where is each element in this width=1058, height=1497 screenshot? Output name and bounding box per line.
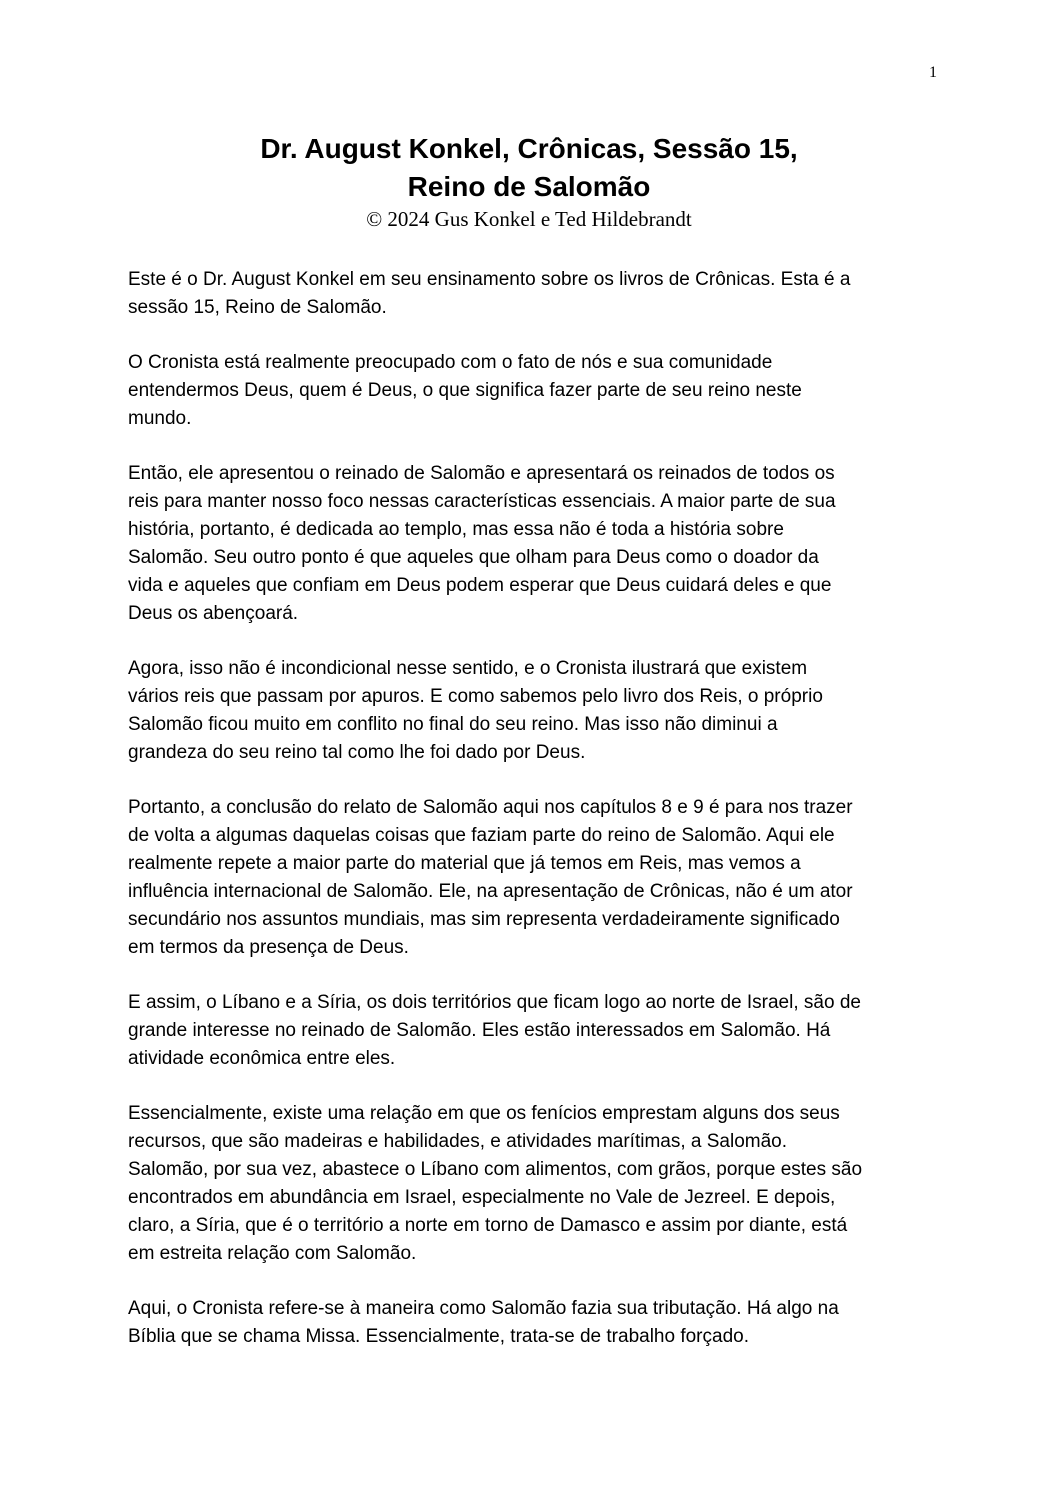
document-body: [128, 266, 936, 1378]
paragraph-line: E assim, o Líbano e a Síria, os dois territórios que ficam logo ao norte de Israel, são de: [128, 992, 861, 1013]
paragraph-line: história, portanto, é dedicada ao templo, mas essa não é toda a história sobre: [128, 519, 784, 540]
paragraph: [128, 266, 936, 322]
paragraph-line: de volta a algumas daquelas coisas que faziam parte do reino de Salomão. Aqui ele: [128, 825, 835, 846]
paragraph-line: O Cronista está realmente preocupado com o fato de nós e sua comunidade: [128, 352, 773, 373]
paragraph-line: claro, a Síria, que é o território a norte em torno de Damasco e assim por diante, está: [128, 1215, 848, 1236]
paragraph-line: Bíblia que se chama Missa. Essencialmente, trata-se de trabalho forçado.: [128, 1326, 749, 1347]
paragraph-line: Salomão, por sua vez, abastece o Líbano com alimentos, com grãos, porque estes são: [128, 1159, 863, 1180]
document-header: [0, 130, 1058, 232]
paragraph-line: Agora, isso não é incondicional nesse sentido, e o Cronista ilustrará que existem: [128, 658, 808, 679]
paragraph-line: grandeza do seu reino tal como lhe foi dado por Deus.: [128, 742, 586, 763]
paragraph-line: reis para manter nosso foco nessas características essenciais. A maior parte de sua: [128, 491, 836, 512]
paragraph-line: entendermos Deus, quem é Deus, o que significa fazer parte de seu reino neste: [128, 380, 802, 401]
paragraph-line: Este é o Dr. August Konkel em seu ensinamento sobre os livros de Crônicas. Esta é a: [128, 269, 851, 290]
paragraph-line: Deus os abençoará.: [128, 603, 299, 624]
paragraph-line: vida e aqueles que confiam em Deus podem esperar que Deus cuidará deles e que: [128, 575, 832, 596]
paragraph-line: atividade econômica entre eles.: [128, 1048, 396, 1069]
paragraph-line: mundo.: [128, 408, 192, 429]
paragraph: [128, 460, 936, 628]
paragraph-line: Aqui, o Cronista refere-se à maneira como Salomão fazia sua tributação. Há algo na: [128, 1298, 839, 1319]
paragraph: [128, 1100, 936, 1268]
paragraph-line: vários reis que passam por apuros. E como sabemos pelo livro dos Reis, o próprio: [128, 686, 823, 707]
paragraph-line: Então, ele apresentou o reinado de Salomão e apresentará os reinados de todos os: [128, 463, 835, 484]
paragraph: [128, 794, 936, 962]
paragraph-line: Salomão. Seu outro ponto é que aqueles que olham para Deus como o doador da: [128, 547, 819, 568]
paragraph-line: realmente repete a maior parte do material que já temos em Reis, mas vemos a: [128, 853, 801, 874]
paragraph: [128, 349, 936, 433]
paragraph-line: recursos, que são madeiras e habilidades, e atividades marítimas, a Salomão.: [128, 1131, 788, 1152]
paragraph-line: Salomão ficou muito em conflito no final do seu reino. Mas isso não diminui a: [128, 714, 778, 735]
paragraph: [128, 989, 936, 1073]
paragraph-line: em termos da presença de Deus.: [128, 937, 409, 958]
paragraph-line: secundário nos assuntos mundiais, mas sim representa verdadeiramente significado: [128, 909, 840, 930]
paragraph-line: influência internacional de Salomão. Ele, na apresentação de Crônicas, não é um ator: [128, 881, 853, 902]
paragraph-line: Essencialmente, existe uma relação em que os fenícios emprestam alguns dos seus: [128, 1103, 840, 1124]
paragraph-line: sessão 15, Reino de Salomão.: [128, 297, 387, 318]
paragraph-line: encontrados em abundância em Israel, especialmente no Vale de Jezreel. E depois,: [128, 1187, 836, 1208]
paragraph-line: em estreita relação com Salomão.: [128, 1243, 417, 1264]
page-number: 1: [929, 64, 937, 81]
paragraph-line: Portanto, a conclusão do relato de Salomão aqui nos capítulos 8 e 9 é para nos trazer: [128, 797, 853, 818]
paragraph-line: grande interesse no reinado de Salomão. Eles estão interessados em Salomão. Há: [128, 1020, 831, 1041]
paragraph: [128, 655, 936, 767]
copyright-notice: © 2024 Gus Konkel e Ted Hildebrandt: [366, 207, 692, 231]
paragraph: [128, 1295, 936, 1351]
document-title-line-2: Reino de Salomão: [407, 171, 651, 202]
document-title-line-1: Dr. August Konkel, Crônicas, Sessão 15,: [260, 133, 798, 164]
